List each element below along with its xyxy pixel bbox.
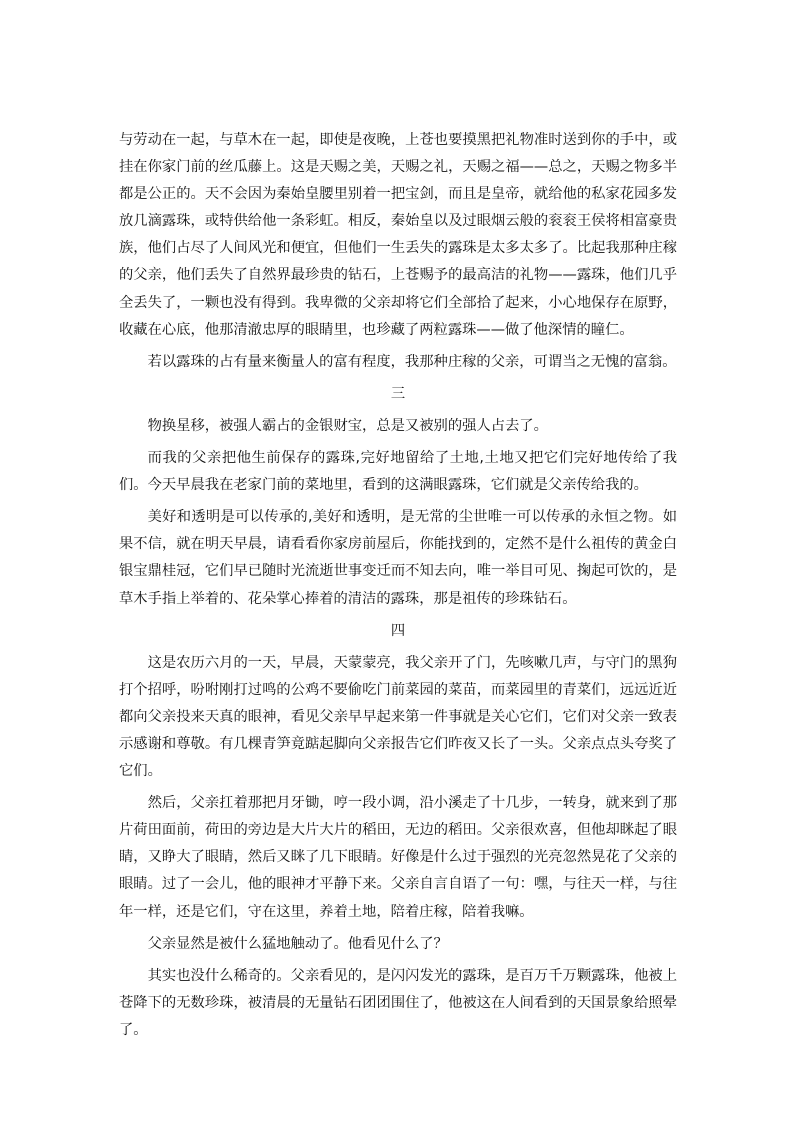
paragraph-8: 父亲显然是被什么猛地触动了。他看见什么了？ [147, 935, 448, 952]
paragraph-7: 然后，父亲扛着那把月牙锄，哼一段小调，沿小溪走了十几步，一转身，就来到了那片荷田面前，荷田的旁边是大片大片的稻田，无边的稻田。父亲很欢喜，但他却眯起了眼睛，又睁大了眼睛，然后又眯了几下眼睛。好像是什么过于强烈的光亮忽然晃花了父亲的眼睛。过了一会儿，他的眼神才平静下来。父亲自言自语了一句：嘿，与往天一样，与往年一样，还是它们，守在这里，养着土地，陪着庄稼，陪着我嘛。 [119, 795, 677, 920]
paragraph-4: 而我的父亲把他生前保存的露珠,完好地留给了土地,土地又把它们完好地传给了我们。今天早晨我在老家门前的菜地里，看到的这满眼露珠，它们就是父亲传给我的。 [119, 450, 677, 494]
section-heading-4: 四 [390, 622, 406, 639]
paragraph-1: 与劳动在一起，与草木在一起，即使是夜晚，上苍也要摸黑把礼物准时送到你的手中，或挂在你家门前的丝瓜藤上。这是天赐之美，天赐之礼，天赐之福——总之，天赐之物多半都是公正的。天不会因为秦始皇腰里别着一把宝剑，而且是皇帝，就给他的私家花园多发放几滴露珠，或特供给他一条彩虹。相反，秦始皇以及过眼烟云般的衮衮王侯将相富豪贵族，他们占尽了人间风光和便宜，但他们一生丢失的露珠是太多太多了。比起我那种庄稼的父亲，他们丢失了自然界最珍贵的钻石，上苍赐予的最高洁的礼物——露珠，他们几乎全丢失了，一颗也没有得到。我卑微的父亲却将它们全部拾了起来，小心地保存在原野，收藏在心底，他那清澈忠厚的眼睛里，也珍藏了两粒露珠——做了他深情的瞳仁。 [119, 132, 677, 338]
paragraph-6: 这是农历六月的一天，早晨，天蒙蒙亮，我父亲开了门，先咳嗽几声，与守门的黑狗打个招呼，吩咐刚打过鸣的公鸡不要偷吃门前菜园的菜苗，而菜园里的青菜们，远远近近都向父亲投来天真的眼神，看见父亲早早起来第一件事就是关心它们，它们对父亲一致表示感谢和尊敬。有几棵青笋竟踮起脚向父亲报告它们昨夜又长了一头。父亲点点头夸奖了它们。 [119, 654, 677, 780]
section-heading-3: 三 [390, 385, 406, 402]
document-page [119, 127, 677, 1049]
paragraph-3: 物换星移，被强人霸占的金银财宝，总是又被别的强人占去了。 [147, 417, 548, 434]
paragraph-9: 其实也没什么稀奇的。父亲看见的，是闪闪发光的露珠，是百万千万颗露珠，他被上苍降下的无数珍珠，被清晨的无量钻石团团围住了，他被这在人间看到的天国景象给照晕了。 [119, 967, 677, 1038]
paragraph-5: 美好和透明是可以传承的,美好和透明，是无常的尘世唯一可以传承的永恒之物。如果不信，就在明天早晨，请看看你家房前屋后，你能找到的，定然不是什么祖传的黄金白银宝鼎桂冠，它们早已随时光流逝世事变迁而不知去向，唯一举目可见、掬起可饮的，是草木手指上举着的、花朵掌心捧着的清洁的露珠，那是祖传的珍珠钻石。 [119, 509, 677, 607]
paragraph-2: 若以露珠的占有量来衡量人的富有程度，我那种庄稼的父亲，可谓当之无愧的富翁。 [147, 353, 677, 370]
